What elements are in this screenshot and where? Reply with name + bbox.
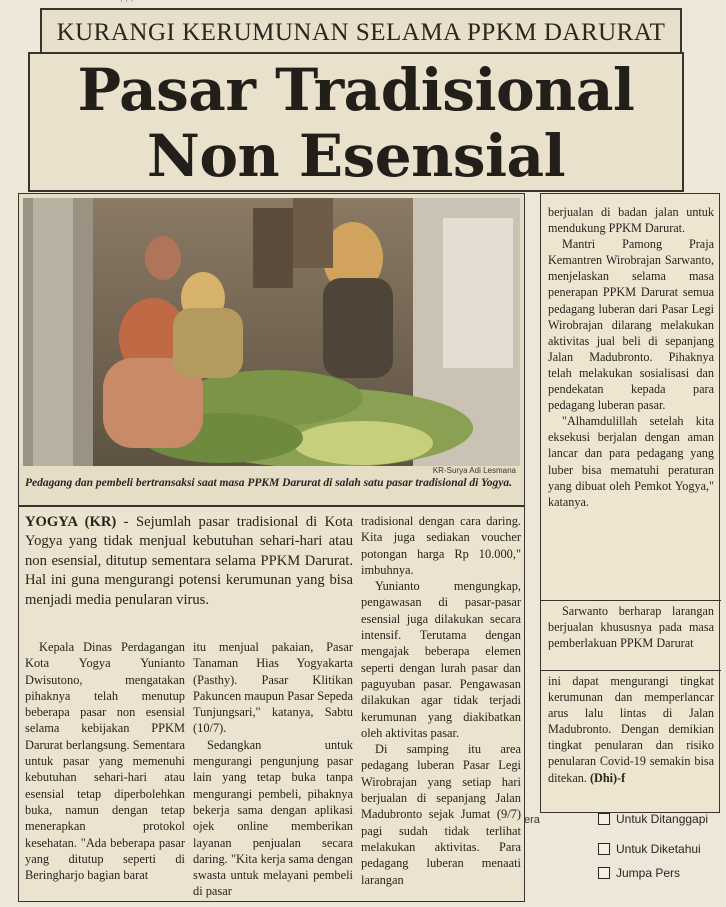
market-photo	[23, 198, 520, 466]
lead-text: - Sejumlah pasar tradisional di Kota Yogya yang tidak menjual kebutuhan sehari-hari atau non esensial, ditutup sementara selama PPKM Darurat. Hal ini guna mengurangi potensi kerumunan yang bisa menjadi media penularan virus.	[25, 514, 353, 608]
right-para-5	[548, 673, 714, 786]
right-box-3	[541, 670, 721, 786]
right-para-3: "Alhamdulillah setelah kita eksekusi berjalan dengan aman lancar dan para pedagang yang luber bisa mematuhi peraturan yang dibuat oleh Pemkot Yogya," katanya.	[548, 414, 714, 509]
article-col-3	[361, 513, 521, 888]
col3-para-1: tradisional dengan cara daring. Kita juga sediakan voucher potongan harga Rp 10.000," imbuhnya.	[361, 514, 521, 577]
col2-para-1: itu menjual pakaian, Pasar Tanaman Hias Yogyakarta (Pasthy). Pasar Klitikan Pakuncen maupun Pasar Sepeda Tunjungsari," katanya, Sabtu (10/7).	[193, 640, 354, 736]
option-untuk-diketahui[interactable]	[598, 842, 701, 856]
option-label: Untuk Ditanggapi	[616, 812, 709, 826]
photo-clip	[18, 193, 525, 506]
photo-credit: KR-Surya Adi Lesmana	[432, 466, 516, 475]
article-col-1: Kepala Dinas Perdagangan Kota Yogya Yunianto Dwisutono, mengatakan pihaknya telah menutup beberapa pasar non esensial selama kebijakan PPKM Darurat berlangsung. Sementara untuk pasar yang memenuhi kebutuhan sehari-hari atau esensial tetap diperbolehkan buka, namun dengan tetap menerapkan protokol kesehatan. "Ada beberapa pasar yang ditutup seperti di Beringharjo bagian barat	[25, 640, 185, 883]
col3-para-2: Yunianto mengungkap, pengawasan di pasar-pasar esensial juga dilakukan secara intensif. Terutama dengan mengajak beberapa elemen seperti dengan lurah pasar dan paguyuban pasar. Pengawasan dilakukan agar tidak terjadi kerumunan yang diakibatkan oleh aktivitas pasar.	[361, 579, 521, 740]
checkbox-icon[interactable]	[598, 813, 610, 825]
checkbox-icon[interactable]	[598, 843, 610, 855]
right-para-2: Mantri Pamong Praja Kemantren Wirobrajan Sarwanto, menjelaskan selama masa penerapan PPKM Darurat semua pedagang luberan dari Pasar Legi Wirobrajan dilarang melakukan aktivitas jual beli di sepanjang Jalan Madubronto. Pihaknya telah melakukan sosialisasi dan pendekatan kepada para pedagang luberan pasar.	[548, 237, 714, 413]
kicker: KURANGI KERUMUNAN SELAMA PPKM DARURAT	[56, 19, 666, 46]
col2-para-2: Sedangkan untuk mengurangi pengunjung pasar lain yang tetap buka tanpa mengurangi pembeli, pihaknya bekerja sama dengan aplikasi ojek online memberikan layanan penjualan secara daring. "Kita kerja sama dengan swasta untuk melayani pembeli di pasar	[193, 737, 353, 899]
right-box-2	[541, 600, 721, 651]
article-lead	[25, 513, 353, 610]
top-cut-fragment: · · ·	[120, 0, 134, 6]
right-para-4: Sarwanto berharap larangan berjualan khususnya pada masa pemberlakuan PPKM Darurat	[548, 604, 714, 651]
checkbox-icon[interactable]	[598, 867, 610, 879]
market-photo-illustration	[23, 198, 520, 466]
routing-form	[598, 812, 726, 902]
option-untuk-ditanggapi[interactable]	[598, 812, 708, 826]
stray-fragment: era	[524, 814, 540, 826]
dateline: YOGYA (KR)	[25, 514, 117, 530]
kicker-box	[40, 8, 682, 58]
article-body-clip	[18, 506, 525, 902]
article-col-2	[193, 639, 353, 900]
right-column	[540, 193, 720, 813]
author-sign: (Dhi)-f	[589, 770, 626, 785]
option-jumpa-pers[interactable]	[598, 866, 680, 880]
right-para-5-text: ini dapat mengurangi tingkat kerumunan dan memperlancar arus lalu lintas di Jalan Madubronto. Dengan demikian tingkat penularan dan risiko penularan Covid-19 semakin bisa ditekan.	[548, 674, 714, 785]
option-label: Untuk Diketahui	[616, 842, 701, 856]
headline-box	[28, 52, 684, 192]
headline-line-2: Non Esensial	[146, 122, 566, 190]
col3-para-3: Di samping itu area pedagang luberan Pasar Legi Wirobrajan yang setiap hari berjualan di sepanjang Jalan Madubronto sejak Jumat (9/7) pagi sudah tidak terlihat melakukan aktivitas. Para pedagang luberan menaati larangan	[361, 742, 521, 887]
headline-line-1: Pasar Tradisional	[77, 56, 635, 124]
right-box-1	[541, 202, 721, 510]
option-label: Jumpa Pers	[616, 866, 681, 880]
photo-caption: Pedagang dan pembeli bertransaksi saat masa PPKM Darurat di salah satu pasar tradisional di Yogya.	[25, 477, 513, 489]
right-para-1: berjualan di badan jalan untuk mendukung PPKM Darurat.	[548, 205, 714, 236]
